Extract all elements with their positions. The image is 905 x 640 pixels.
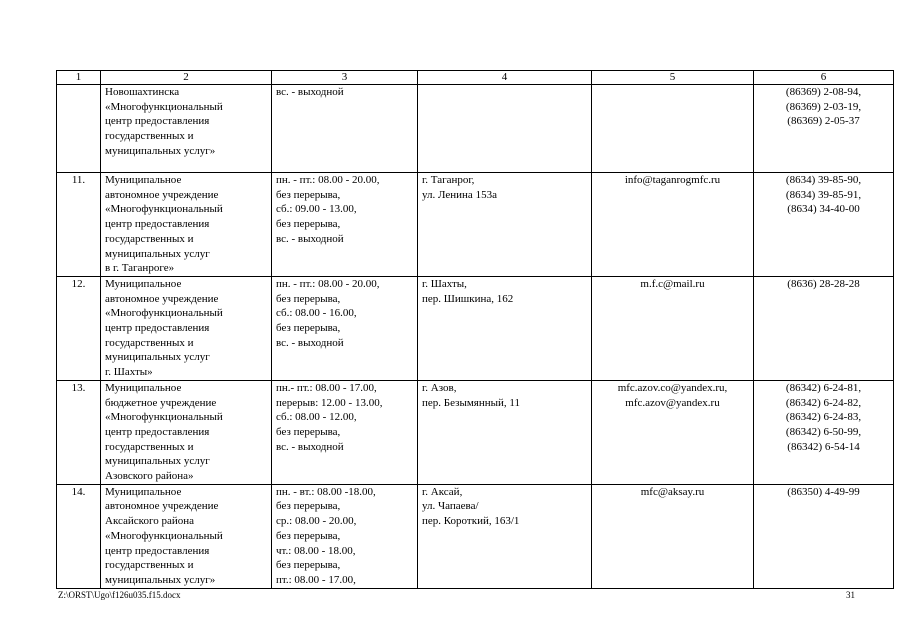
working-hours-line: перерыв: 12.00 - 13.00, <box>276 396 383 409</box>
phone-numbers-cell <box>754 173 894 277</box>
working-hours-line: чт.: 08.00 - 18.00, <box>276 544 356 557</box>
address-line: г. Таганрог, <box>422 174 475 186</box>
working-hours-line: без перерыва, <box>276 322 341 335</box>
institution-name-line: муниципальных услуг <box>105 247 210 260</box>
institution-name-line: г. Шахты» <box>105 366 153 379</box>
column-number-row <box>57 71 894 85</box>
phone-numbers-line: (86350) 4-49-99 <box>787 485 860 498</box>
institution-name-line: Азовского района» <box>105 470 194 483</box>
working-hours-cell <box>272 85 418 173</box>
phone-numbers-cell <box>754 484 894 588</box>
working-hours-line: без перерыва, <box>276 559 341 572</box>
email-line: info@taganrogmfc.ru <box>624 174 721 186</box>
phone-numbers-cell <box>754 276 894 380</box>
column-number: 3 <box>272 71 418 85</box>
email-line: mfc.azov@yandex.ru <box>625 396 720 409</box>
institution-name-line: муниципальных услуг» <box>105 573 216 586</box>
phone-numbers-line: (8634) 39-85-91, <box>785 188 862 201</box>
email-line: mfc@aksay.ru <box>640 485 705 498</box>
institution-name-line: государственных и <box>105 559 194 572</box>
phone-numbers-line: (86369) 2-03-19, <box>785 100 862 113</box>
row-number: 14. <box>71 485 86 498</box>
working-hours-line: пн. - пт.: 08.00 - 20.00, <box>276 277 380 290</box>
phone-numbers-cell <box>754 380 894 484</box>
working-hours-line: без перерыва, <box>276 218 341 231</box>
address-line: пер. Короткий, 163/1 <box>422 515 520 528</box>
working-hours-line: без перерыва, <box>276 292 341 305</box>
working-hours-line: пн. - вт.: 08.00 -18.00, <box>276 485 376 498</box>
row-number-cell <box>57 380 101 484</box>
institution-name-line: государственных и <box>105 336 194 349</box>
institution-name-line: государственных и <box>105 130 194 143</box>
working-hours-line: сб.: 08.00 - 16.00, <box>276 307 357 320</box>
row-number-cell <box>57 276 101 380</box>
working-hours-cell <box>272 173 418 277</box>
working-hours-cell <box>272 380 418 484</box>
phone-numbers-line: (8636) 28-28-28 <box>787 277 860 290</box>
institution-name-line: Муниципальное <box>105 277 182 290</box>
phone-numbers-line: (86342) 6-24-81, <box>785 381 862 394</box>
phone-numbers-line: (86342) 6-24-82, <box>785 396 862 409</box>
institution-name-cell <box>101 380 272 484</box>
institution-name-cell <box>101 85 272 173</box>
institution-name-line: муниципальных услуг <box>105 455 210 468</box>
institution-name-line: муниципальных услуг» <box>105 144 216 157</box>
working-hours-line: без перерыва, <box>276 425 341 438</box>
institution-name-line: центр предоставления <box>105 425 210 438</box>
address-cell <box>418 173 592 277</box>
column-number: 1 <box>57 71 101 85</box>
working-hours-line: ср.: 08.00 - 20.00, <box>276 515 357 528</box>
institution-name-line: центр предоставления <box>105 544 210 557</box>
institution-name-line: «Многофункциональный <box>105 307 223 320</box>
institution-name-line: «Многофункциональный <box>105 411 223 424</box>
institution-name-line: бюджетное учреждение <box>105 396 217 409</box>
address-cell <box>418 380 592 484</box>
table-row <box>57 276 894 380</box>
working-hours-line: пт.: 08.00 - 17.00, <box>276 573 356 586</box>
institution-name-line: в г. Таганроге» <box>105 262 175 275</box>
page-number: 31 <box>846 590 855 600</box>
working-hours-line: вс. - выходной <box>276 232 344 245</box>
institution-name-line: Муниципальное <box>105 485 182 498</box>
working-hours-cell <box>272 276 418 380</box>
institution-name-line: автономное учреждение <box>105 188 219 201</box>
institution-name-line: «Многофункциональный <box>105 529 223 542</box>
institution-name-line: государственных и <box>105 440 194 453</box>
working-hours-line: без перерыва, <box>276 529 341 542</box>
working-hours-line: сб.: 09.00 - 13.00, <box>276 203 357 216</box>
institution-name-cell <box>101 173 272 277</box>
table-row <box>57 380 894 484</box>
institution-name-line: центр предоставления <box>105 218 210 231</box>
address-cell <box>418 85 592 173</box>
email-line: mfc.azov.co@yandex.ru, <box>617 381 728 394</box>
table-row <box>57 173 894 277</box>
file-path: Z:\ORST\Ugo\f126u035.f15.docx <box>58 590 181 600</box>
institution-name-line: Аксайского района <box>105 515 194 528</box>
column-number: 2 <box>101 71 272 85</box>
column-number: 6 <box>754 71 894 85</box>
address-cell <box>418 276 592 380</box>
working-hours-line: пн. - пт.: 08.00 - 20.00, <box>276 174 380 186</box>
email-cell <box>592 85 754 173</box>
phone-numbers-cell <box>754 85 894 173</box>
email-cell <box>592 484 754 588</box>
email-line: m.f.c@mail.ru <box>640 277 705 290</box>
phone-numbers-line: (8634) 34-40-00 <box>787 203 860 216</box>
address-line: г. Азов, <box>422 381 457 394</box>
address-line: г. Аксай, <box>422 485 463 498</box>
column-number: 5 <box>592 71 754 85</box>
working-hours-line: сб.: 08.00 - 12.00, <box>276 411 357 424</box>
row-number: 11. <box>71 174 86 186</box>
mfc-table <box>56 70 894 589</box>
address-line: г. Шахты, <box>422 277 467 290</box>
phone-numbers-line: (86342) 6-54-14 <box>787 440 860 453</box>
table-row <box>57 85 894 173</box>
working-hours-line: без перерыва, <box>276 500 341 513</box>
address-line: пер. Безымянный, 11 <box>422 396 521 409</box>
phone-numbers-line: (8634) 39-85-90, <box>785 174 862 186</box>
working-hours-line: вс. - выходной <box>276 86 344 98</box>
phone-numbers-line: (86369) 2-05-37 <box>787 115 860 128</box>
row-number: 12. <box>71 277 86 290</box>
institution-name-line: «Многофункциональный <box>105 100 223 113</box>
phone-numbers-line: (86369) 2-08-94, <box>785 86 862 98</box>
phone-numbers-line: (86342) 6-50-99, <box>785 425 862 438</box>
column-number: 4 <box>418 71 592 85</box>
institution-name-line: «Многофункциональный <box>105 203 223 216</box>
email-cell <box>592 380 754 484</box>
address-line: ул. Ленина 153а <box>422 188 497 201</box>
row-number-cell <box>57 173 101 277</box>
working-hours-line: пн.- пт.: 08.00 - 17.00, <box>276 381 377 394</box>
address-line: ул. Чапаева/ <box>422 500 479 513</box>
institution-name-line: Новошахтинска <box>105 86 180 98</box>
institution-name-cell <box>101 484 272 588</box>
institution-name-cell <box>101 276 272 380</box>
email-cell <box>592 173 754 277</box>
institution-name-line: центр предоставления <box>105 115 210 128</box>
working-hours-line: без перерыва, <box>276 188 341 201</box>
address-cell <box>418 484 592 588</box>
row-number-cell <box>57 484 101 588</box>
institution-name-line: Муниципальное <box>105 174 182 186</box>
institution-name-line: государственных и <box>105 232 194 245</box>
row-number-cell <box>57 85 101 173</box>
institution-name-line: автономное учреждение <box>105 500 219 513</box>
email-cell <box>592 276 754 380</box>
working-hours-line: вс. - выходной <box>276 336 344 349</box>
address-line: пер. Шишкина, 162 <box>422 292 514 305</box>
row-number: 13. <box>71 381 86 394</box>
working-hours-cell <box>272 484 418 588</box>
phone-numbers-line: (86342) 6-24-83, <box>785 411 862 424</box>
institution-name-line: Муниципальное <box>105 381 182 394</box>
institution-name-line: муниципальных услуг <box>105 351 210 364</box>
institution-name-line: автономное учреждение <box>105 292 219 305</box>
working-hours-line: вс. - выходной <box>276 440 344 453</box>
table-row <box>57 484 894 588</box>
institution-name-line: центр предоставления <box>105 322 210 335</box>
